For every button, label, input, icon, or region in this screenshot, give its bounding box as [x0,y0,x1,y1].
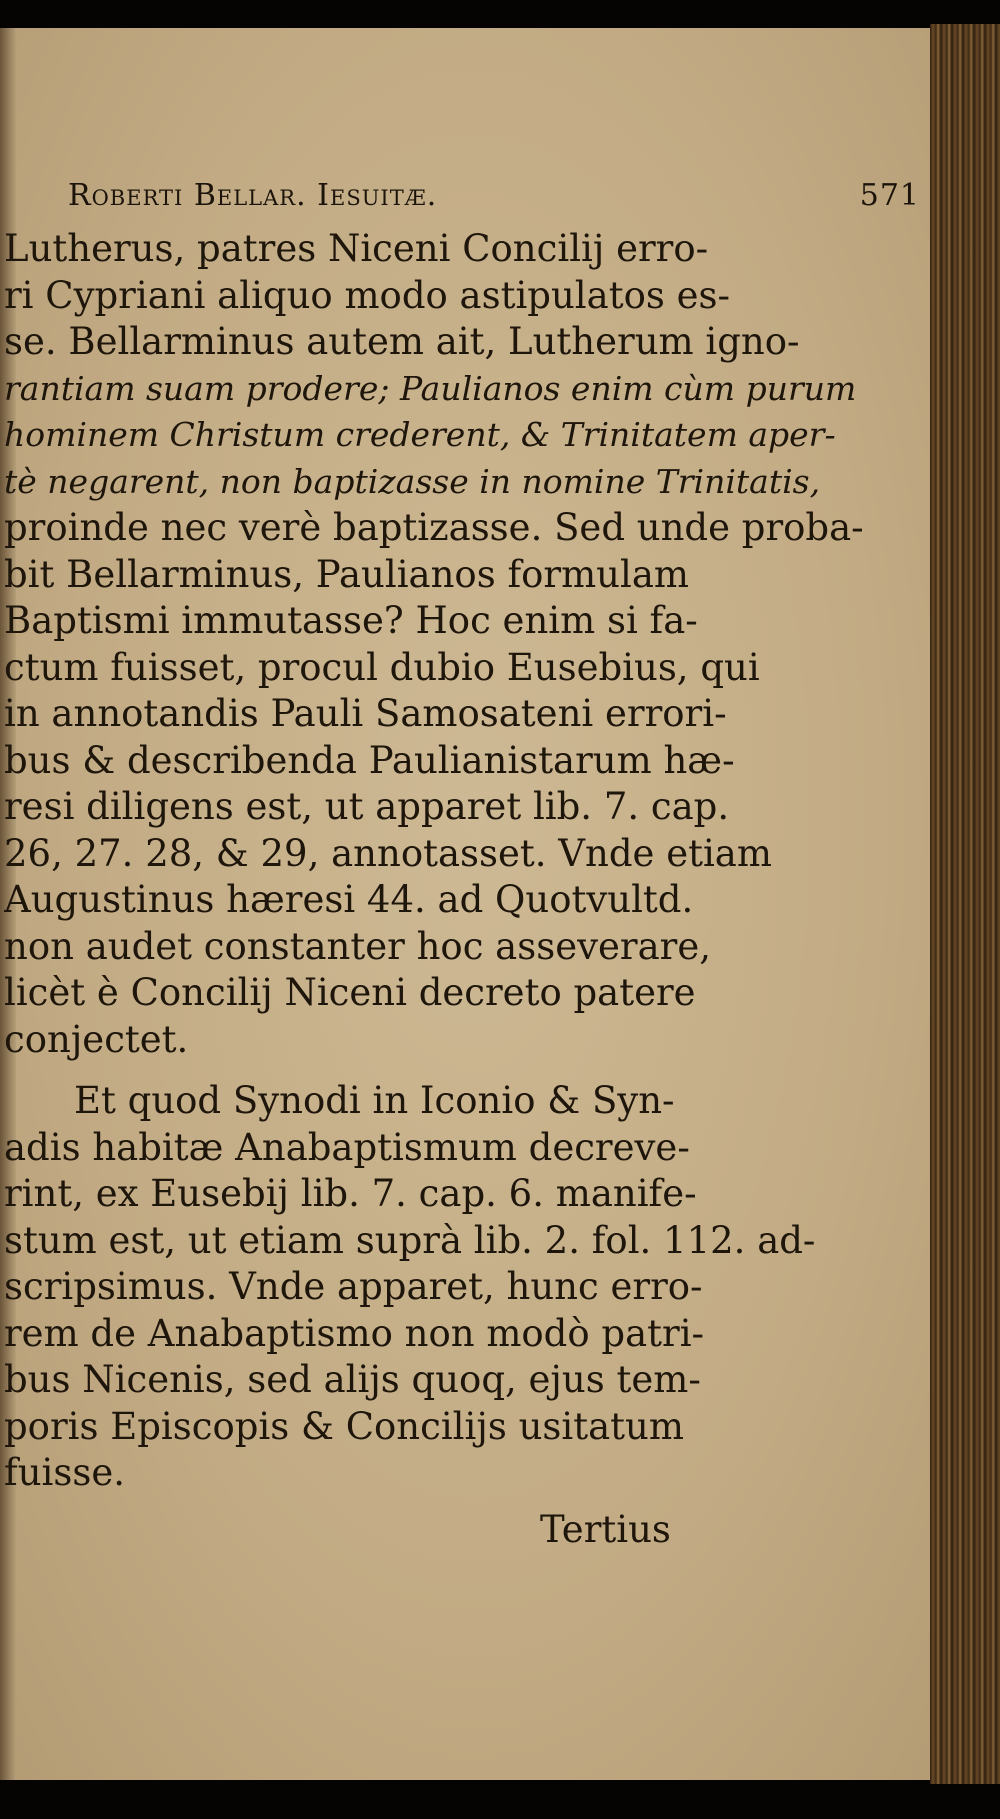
text-line: adis habitæ Anabaptismum decreve- [4,1125,690,1169]
paragraph-1 [4,226,904,1063]
text-line: poris Episcopis & Concilijs usitatum [4,1404,684,1448]
text-line: Et quod Synodi in Iconio & Syn- [74,1079,675,1122]
text-line: in annotandis Pauli Samosateni errori- [4,692,727,735]
text-line: bit Bellarminus, Paulianos formulam [4,552,689,596]
page-number: 571 [859,178,920,213]
running-header [60,178,920,218]
page-edges [930,24,1000,1784]
text-line: bus & describenda Paulianistarum hæ- [4,738,735,782]
text-line: bus Nicenis, sed alijs quoq, ejus tem- [4,1358,701,1401]
text-line: rantiam suam prodere; Paulianos enim cùm purum [4,368,857,408]
text-line: stum est, ut etiam suprà lib. 2. fol. 112. ad- [4,1218,816,1262]
text-line: hominem Christum crederent, & Trinitatem aper- [4,415,836,454]
text-line: proinde nec verè baptizasse. Sed unde proba- [4,506,864,549]
text-line: resi diligens est, ut apparet lib. 7. cap. [4,785,730,828]
text-line: ctum fuisset, procul dubio Eusebius, qui [4,645,760,689]
catchword: Tertius [540,1508,671,1551]
text-line: fuisse. [4,1451,125,1494]
text-line: scripsimus. Vnde apparet, hunc erro- [4,1265,703,1308]
text-line: 26, 27. 28, & 29, annotasset. Vnde etiam [4,831,772,875]
text-line: rem de Anabaptismo non modò patri- [4,1311,705,1355]
text-line: conjectet. [4,1017,189,1061]
text-line: Lutherus, patres Niceni Concilij erro- [4,227,709,270]
text-line: tè negarent, non baptizasse in nomine Trinitatis, [4,461,821,501]
text-line: Baptismi immutasse? Hoc enim si fa- [4,599,698,642]
text-line: rint, ex Eusebij lib. 7. cap. 6. manife- [4,1172,697,1215]
text-line: licèt è Concilij Niceni decreto patere [4,971,696,1014]
running-title: Roberti Bellar. Iesuitæ. [68,178,438,213]
text-line: se. Bellarminus autem ait, Lutherum igno- [4,320,800,363]
text-line: Augustinus hæresi 44. ad Quotvultd. [4,878,694,921]
paragraph-2 [4,1078,904,1497]
text-line: non audet constanter hoc asseverare, [4,924,711,968]
text-line: ri Cypriani aliquo modo astipulatos es- [4,273,730,317]
